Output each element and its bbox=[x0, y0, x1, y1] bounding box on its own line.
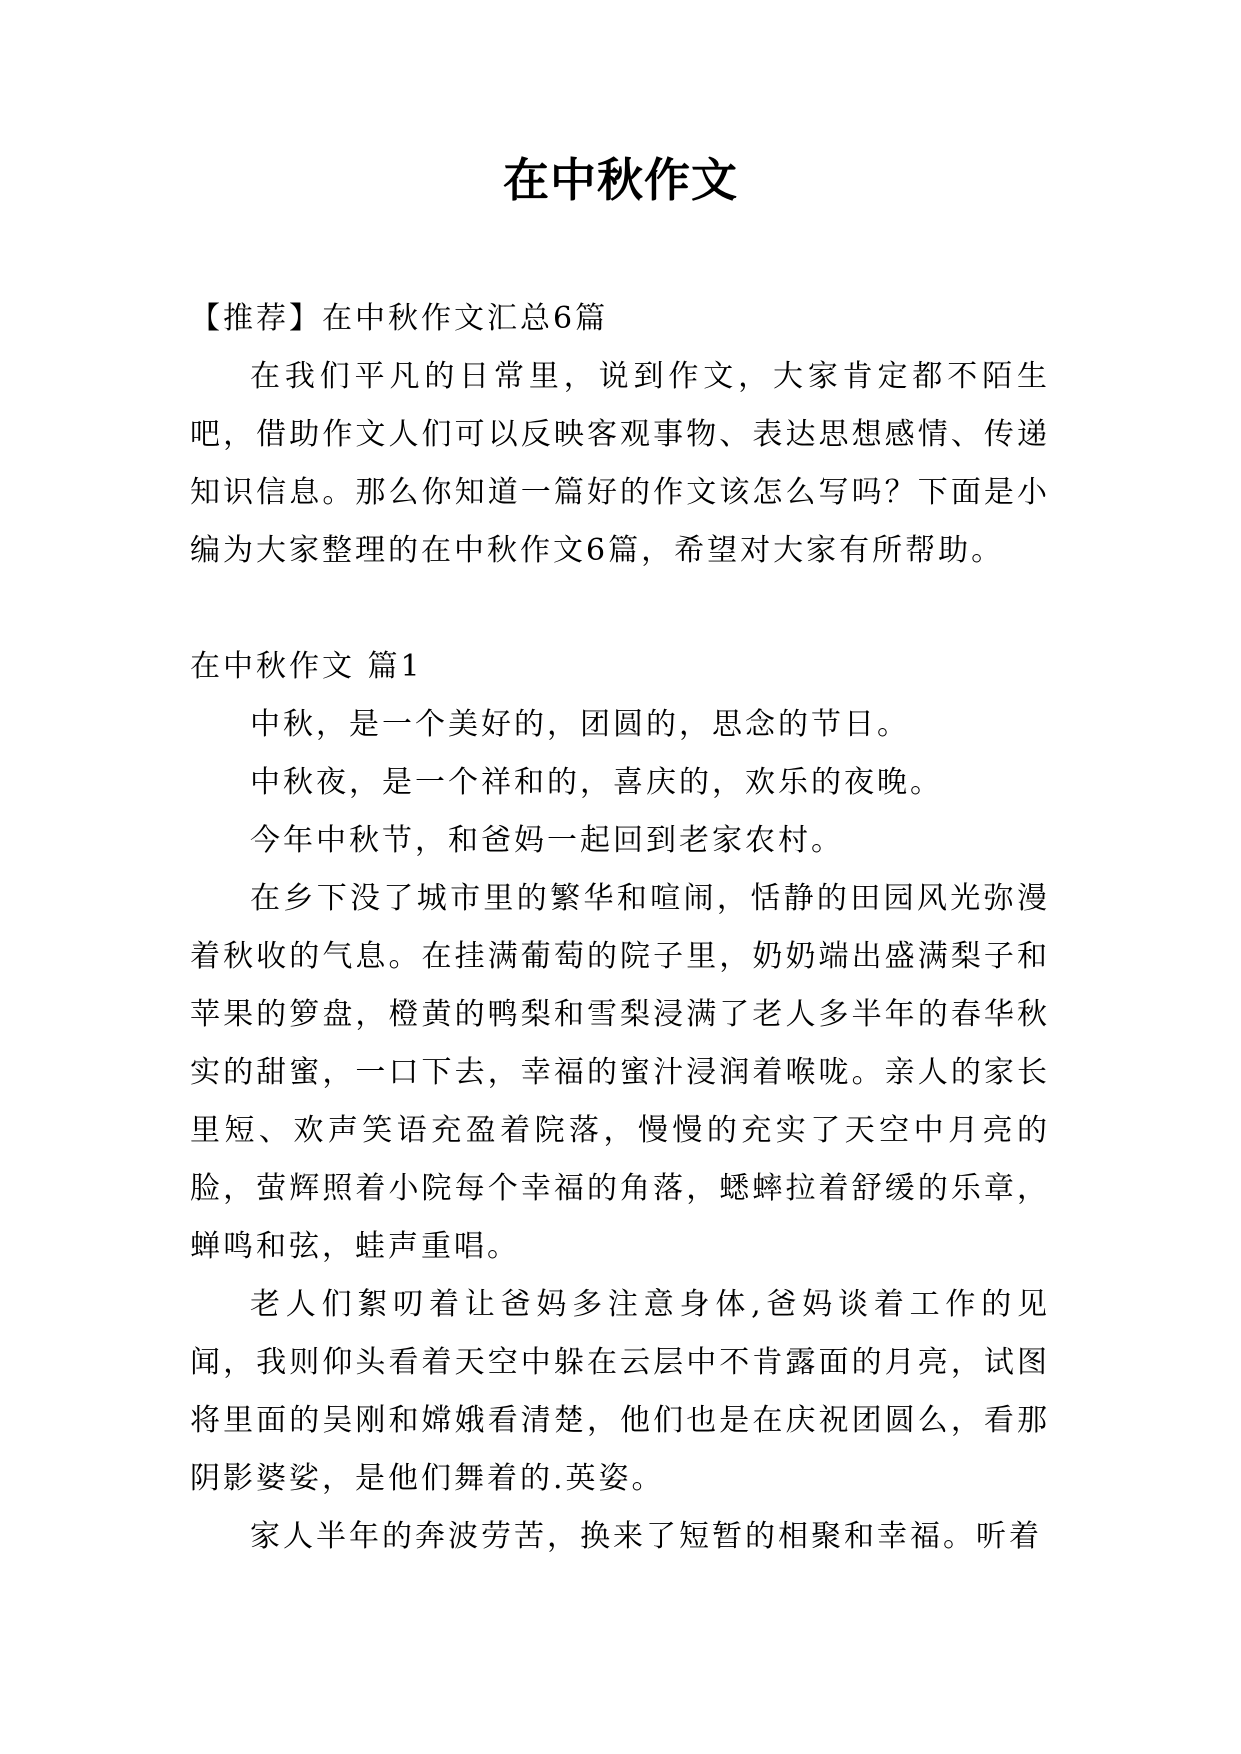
paragraph: 在乡下没了城市里的繁华和喧闹，恬静的田园风光弥漫着秋收的气息。在挂满葡萄的院子里，奶奶端出盛满梨子和苹果的箩盘，橙黄的鸭梨和雪梨浸满了老人多半年的春华秋实的甜蜜，一口下去，幸福的蜜汁浸润着喉咙。亲人的家长里短、欢声笑语充盈着院落，慢慢的充实了天空中月亮的脸，萤辉照着小院每个幸福的角落，蟋蟀拉着舒缓的乐章，蝉鸣和弦，蛙声重唱。 bbox=[190, 881, 1050, 1264]
paragraph: 中秋夜，是一个祥和的，喜庆的，欢乐的夜晚。 bbox=[250, 765, 943, 800]
paragraph: 今年中秋节，和爸妈一起回到老家农村。 bbox=[250, 823, 844, 858]
section-spacer bbox=[190, 580, 1050, 638]
document-title: 在中秋作文 bbox=[503, 153, 738, 207]
paragraph: 老人们絮叨着让爸妈多注意身体,爸妈谈着工作的见闻，我则仰头看着天空中躲在云层中不肯露面的月亮，试图将里面的吴刚和嫦娥看清楚，他们也是在庆祝团圆么，看那阴影婆娑，是他们舞着的.英姿。 bbox=[190, 1287, 1050, 1496]
paragraph: 家人半年的奔波劳苦，换来了短暂的相聚和幸福。听着 bbox=[250, 1519, 1042, 1554]
document-body bbox=[190, 290, 1050, 1566]
section-heading: 在中秋作文 篇1 bbox=[190, 649, 423, 684]
intro-paragraph: 在我们平凡的日常里，说到作文，大家肯定都不陌生吧，借助作文人们可以反映客观事物、表达思想感情、传递知识信息。那么你知道一篇好的作文该怎么写吗？下面是小编为大家整理的在中秋作文6篇，希望对大家有所帮助。 bbox=[190, 359, 1050, 568]
summary-line: 【推荐】在中秋作文汇总6篇 bbox=[190, 301, 609, 336]
paragraph: 中秋，是一个美好的，团圆的，思念的节日。 bbox=[250, 707, 910, 742]
